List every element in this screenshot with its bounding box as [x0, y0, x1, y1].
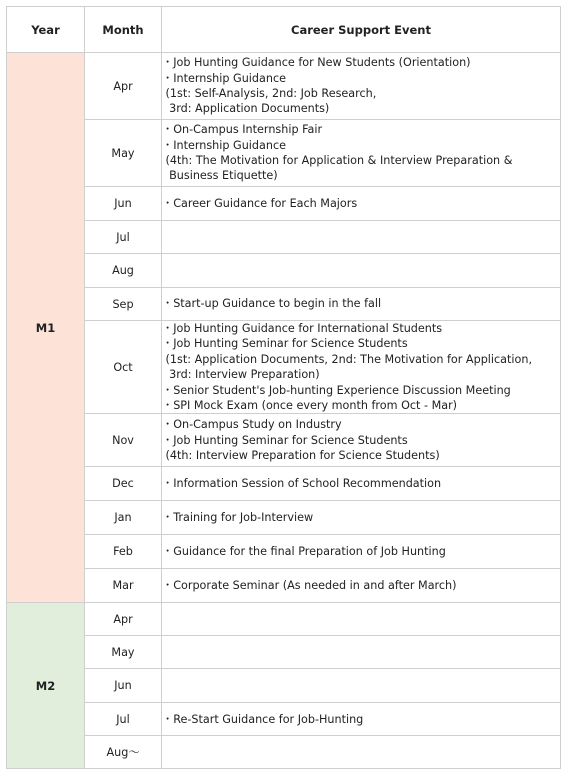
table-row — [7, 414, 561, 467]
event-cell — [162, 321, 561, 414]
month-cell: Feb — [85, 535, 162, 569]
event-line: ・Job Hunting Seminar for Science Students — [162, 433, 408, 447]
event-line: 3rd: Application Documents) — [162, 102, 330, 116]
event-line: ・Senior Student's Job-hunting Experience Discussion Meeting — [162, 383, 511, 397]
table-row — [7, 636, 561, 669]
event-cell — [162, 120, 561, 187]
month-cell: Jul — [85, 703, 162, 736]
event-cell — [162, 414, 561, 467]
event-line: (4th: The Motivation for Application & Interview Preparation & — [162, 154, 513, 167]
table-row — [7, 603, 561, 636]
event-line: ・Job Hunting Seminar for Science Students — [162, 337, 408, 351]
event-line: ・Job Hunting Guidance for New Students (Orientation) — [162, 56, 471, 70]
event-line: ・Re-Start Guidance for Job-Hunting — [162, 712, 364, 726]
event-cell — [162, 603, 561, 636]
month-cell: Jul — [85, 221, 162, 254]
event-line: ・Internship Guidance — [162, 138, 286, 152]
table-row — [7, 703, 561, 736]
event-cell — [162, 53, 561, 120]
header-row — [7, 7, 561, 53]
month-cell: Oct — [85, 321, 162, 414]
event-cell — [162, 501, 561, 535]
table-row — [7, 321, 561, 414]
table-row — [7, 467, 561, 501]
month-cell: Jun — [85, 187, 162, 221]
month-cell: Jan — [85, 501, 162, 535]
header-year: Year — [7, 7, 85, 53]
table-row — [7, 120, 561, 187]
schedule-body — [7, 53, 561, 769]
table-row — [7, 187, 561, 221]
event-line: ・Job Hunting Guidance for International Students — [162, 322, 443, 335]
event-line: ・On-Campus Study on Industry — [162, 418, 342, 432]
career-support-schedule-table — [6, 6, 561, 769]
table-row — [7, 53, 561, 120]
event-line: 3rd: Interview Preparation) — [162, 368, 320, 382]
month-cell: Dec — [85, 467, 162, 501]
event-line: ・Guidance for the final Preparation of Job Hunting — [162, 545, 446, 559]
table-row — [7, 736, 561, 769]
table-row — [7, 535, 561, 569]
month-cell: Aug～ — [85, 736, 162, 769]
event-cell — [162, 288, 561, 321]
table-row — [7, 288, 561, 321]
event-line: (1st: Self-Analysis, 2nd: Job Research, — [162, 87, 377, 100]
event-cell — [162, 636, 561, 669]
header-month: Month — [85, 7, 162, 53]
month-cell: Aug — [85, 254, 162, 288]
event-line: ・Start-up Guidance to begin in the fall — [162, 297, 382, 311]
event-line: ・Corporate Seminar (As needed in and after March) — [162, 579, 457, 593]
table-row — [7, 501, 561, 535]
event-cell — [162, 221, 561, 254]
event-line: ・SPI Mock Exam (once every month from Oct - Mar) — [162, 399, 458, 413]
table-row — [7, 669, 561, 703]
month-cell: Mar — [85, 569, 162, 603]
table-row — [7, 254, 561, 288]
event-cell — [162, 187, 561, 221]
month-cell: Sep — [85, 288, 162, 321]
month-cell: Apr — [85, 603, 162, 636]
event-cell — [162, 736, 561, 769]
event-line: (1st: Application Documents, 2nd: The Motivation for Application, — [162, 352, 533, 366]
month-cell: Nov — [85, 414, 162, 467]
month-cell: Apr — [85, 53, 162, 120]
year-cell: M1 — [7, 53, 85, 603]
event-line: (4th: Interview Preparation for Science Students) — [162, 449, 440, 463]
event-cell — [162, 669, 561, 703]
month-cell: Jun — [85, 669, 162, 703]
month-cell: May — [85, 120, 162, 187]
table-row — [7, 569, 561, 603]
event-cell — [162, 467, 561, 501]
event-cell — [162, 535, 561, 569]
event-cell — [162, 703, 561, 736]
header-career-support-event: Career Support Event — [162, 7, 561, 53]
event-line: ・Information Session of School Recommendation — [162, 477, 442, 491]
event-line: ・Career Guidance for Each Majors — [162, 196, 358, 210]
month-cell: May — [85, 636, 162, 669]
event-line: ・On-Campus Internship Fair — [162, 123, 323, 137]
event-cell — [162, 569, 561, 603]
year-cell: M2 — [7, 603, 85, 769]
event-line: Business Etiquette) — [162, 169, 278, 183]
event-line: ・Training for Job-Interview — [162, 511, 314, 525]
event-line: ・Internship Guidance — [162, 71, 286, 85]
table-row — [7, 221, 561, 254]
event-cell — [162, 254, 561, 288]
